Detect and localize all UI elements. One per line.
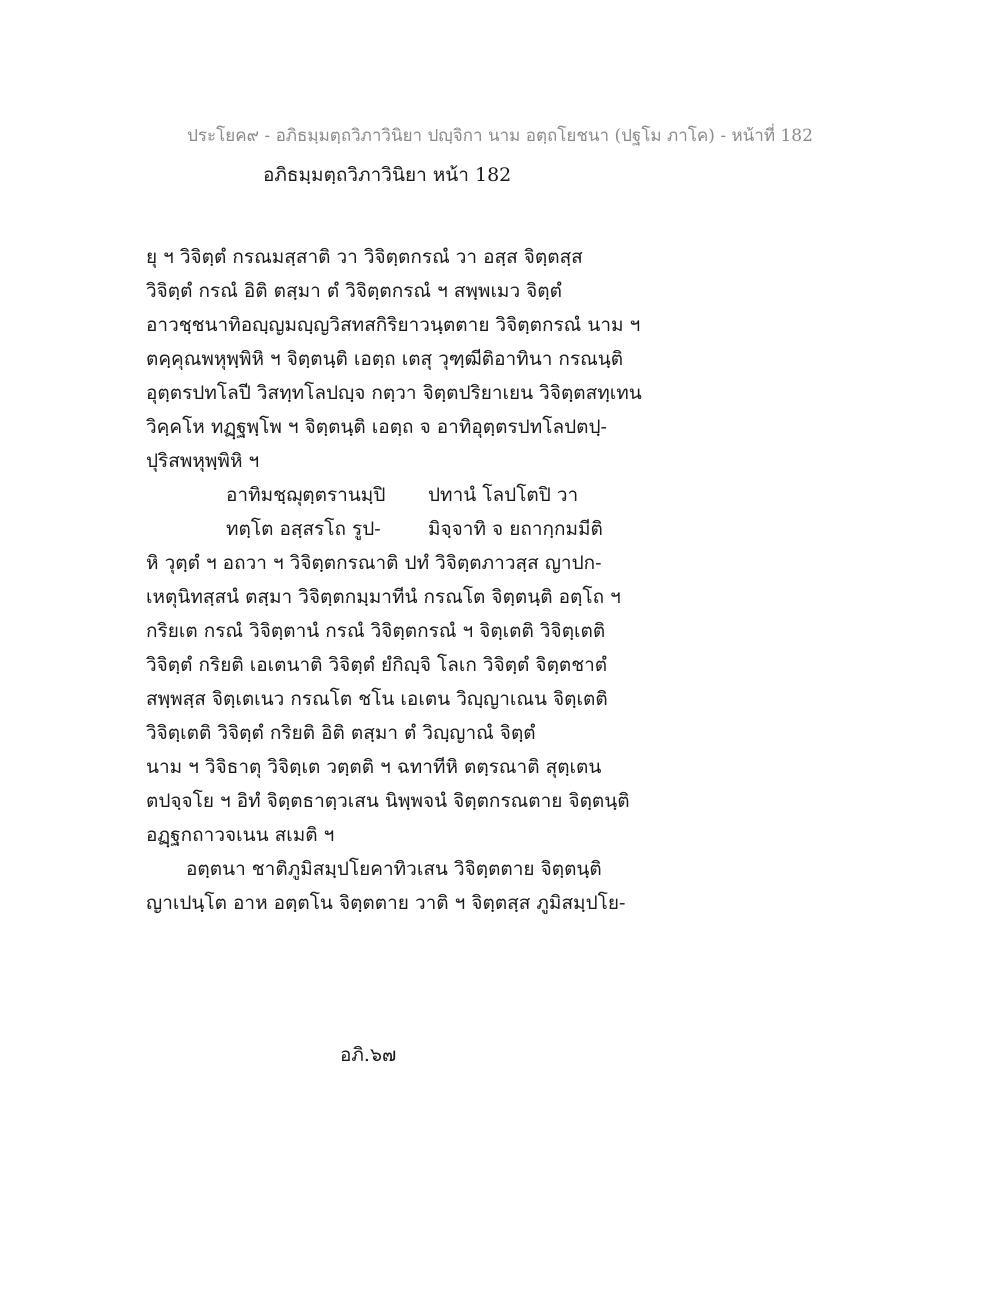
verse-second-half: มิจฺจาทิ จ ยถากฺกมมีติ — [428, 518, 603, 540]
page-footer-signature: อภิ.๖๗ — [340, 1044, 397, 1066]
verse-first-half: ทตฺโต อสฺสรโถ รูป- — [226, 518, 381, 540]
paragraph-start-line: อตฺตนา ชาติภูมิสมฺปโยคาทิวเสน วิจิตฺตตาย จิตฺตนฺติ — [186, 858, 602, 880]
text-line: ญาเปนฺโต อาห อตฺตโน จิตฺตตาย วาติ ฯ จิตฺตสฺส ภูมิสมฺปโย- — [146, 892, 626, 914]
text-line: อุตฺตรปทโลปี วิสทฺทโลปญฺจ กตฺวา จิตฺตปริยาเยน วิจิตฺตสทฺเทน — [146, 382, 642, 404]
text-line: อาวชฺชนาทิอญฺญมญฺญวิสทสกิริยาวนฺตตาย วิจิตฺตกรณํ นาม ฯ — [146, 314, 641, 336]
text-line: อฏฺฐกถาวจเนน สเมติ ฯ — [146, 824, 335, 846]
text-line: ตคฺคุณพหุพฺพิหิ ฯ จิตฺตนฺติ เอตฺถ เตสุ วุฑฺฒีติอาทินา กรณนฺติ — [146, 348, 624, 370]
text-line: หิ วุตฺตํ ฯ อถวา ฯ วิจิตฺตกรณาติ ปทํ วิจิตฺตภาวสฺส ญาปก- — [146, 552, 602, 574]
text-line: วิจิตฺตํ กรณํ อิติ ตสฺมา ตํ วิจิตฺตกรณํ ฯ สพฺพเมว จิตฺตํ — [146, 280, 562, 302]
text-line: กริยเต กรณํ วิจิตฺตานํ กรณํ วิจิตฺตกรณํ ฯ จิตฺเตติ วิจิตฺเตติ — [146, 620, 606, 642]
text-line: วิจิตฺเตติ วิจิตฺตํ กริยติ อิติ ตสฺมา ตํ วิญฺญาณํ จิตฺตํ — [146, 722, 536, 744]
page-title: อภิธมฺมตฺถวิภาวินิยา หน้า 182 — [263, 164, 512, 186]
text-line: นาม ฯ วิจิธาตุ วิจิตฺเต วตฺตติ ฯ ฉทาทีหิ ตตฺรณาติ สุตฺเตน — [146, 756, 602, 778]
verse-first-half: อาทิมชฺฌุตฺตรานมฺปิ — [226, 484, 386, 506]
text-line: ปุริสพหุพฺพิหิ ฯ — [146, 450, 260, 472]
verse-line — [146, 478, 866, 512]
text-line: วิคฺคโห ทฏฺฐพฺโพ ฯ จิตฺตนฺติ เอตฺถ จ อาทิอุตฺตรปทโลปตปฺ- — [146, 416, 607, 438]
text-line: วิจิตฺตํ กริยติ เอเตนาติ วิจิตฺตํ ยํกิญฺจิ โลเก วิจิตฺตํ จิตฺตชาตํ — [146, 654, 608, 676]
verse-second-half: ปทานํ โลปโตปิ วา — [428, 484, 579, 506]
verse-line — [146, 512, 866, 546]
text-line: สพฺพสฺส จิตฺเตเนว กรณโต ชโน เอเตน วิญฺญาเณน จิตฺเตติ — [146, 688, 608, 710]
text-line: ยุ ฯ วิจิตฺตํ กรณมสฺสาติ วา วิจิตฺตกรณํ วา อสฺส จิตฺตสฺส — [146, 246, 583, 268]
running-head: ประโยค๙ - อภิธมฺมตฺถวิภาวินิยา ปญฺจิกา นาม อตฺถโยชนา (ปฐโม ภาโค) - หน้าที่ 182 — [187, 126, 813, 146]
text-line: เหตุนิทสฺสนํ ตสฺมา วิจิตฺตกมฺมาทีนํ กรณโต จิตฺตนฺติ อตฺโถ ฯ — [146, 586, 621, 608]
text-line: ตปจฺจโย ฯ อิทํ จิตฺตธาตฺวเสน นิพฺพจนํ จิตฺตกรณตาย จิตฺตนฺติ — [146, 790, 630, 812]
body-text — [146, 240, 866, 920]
